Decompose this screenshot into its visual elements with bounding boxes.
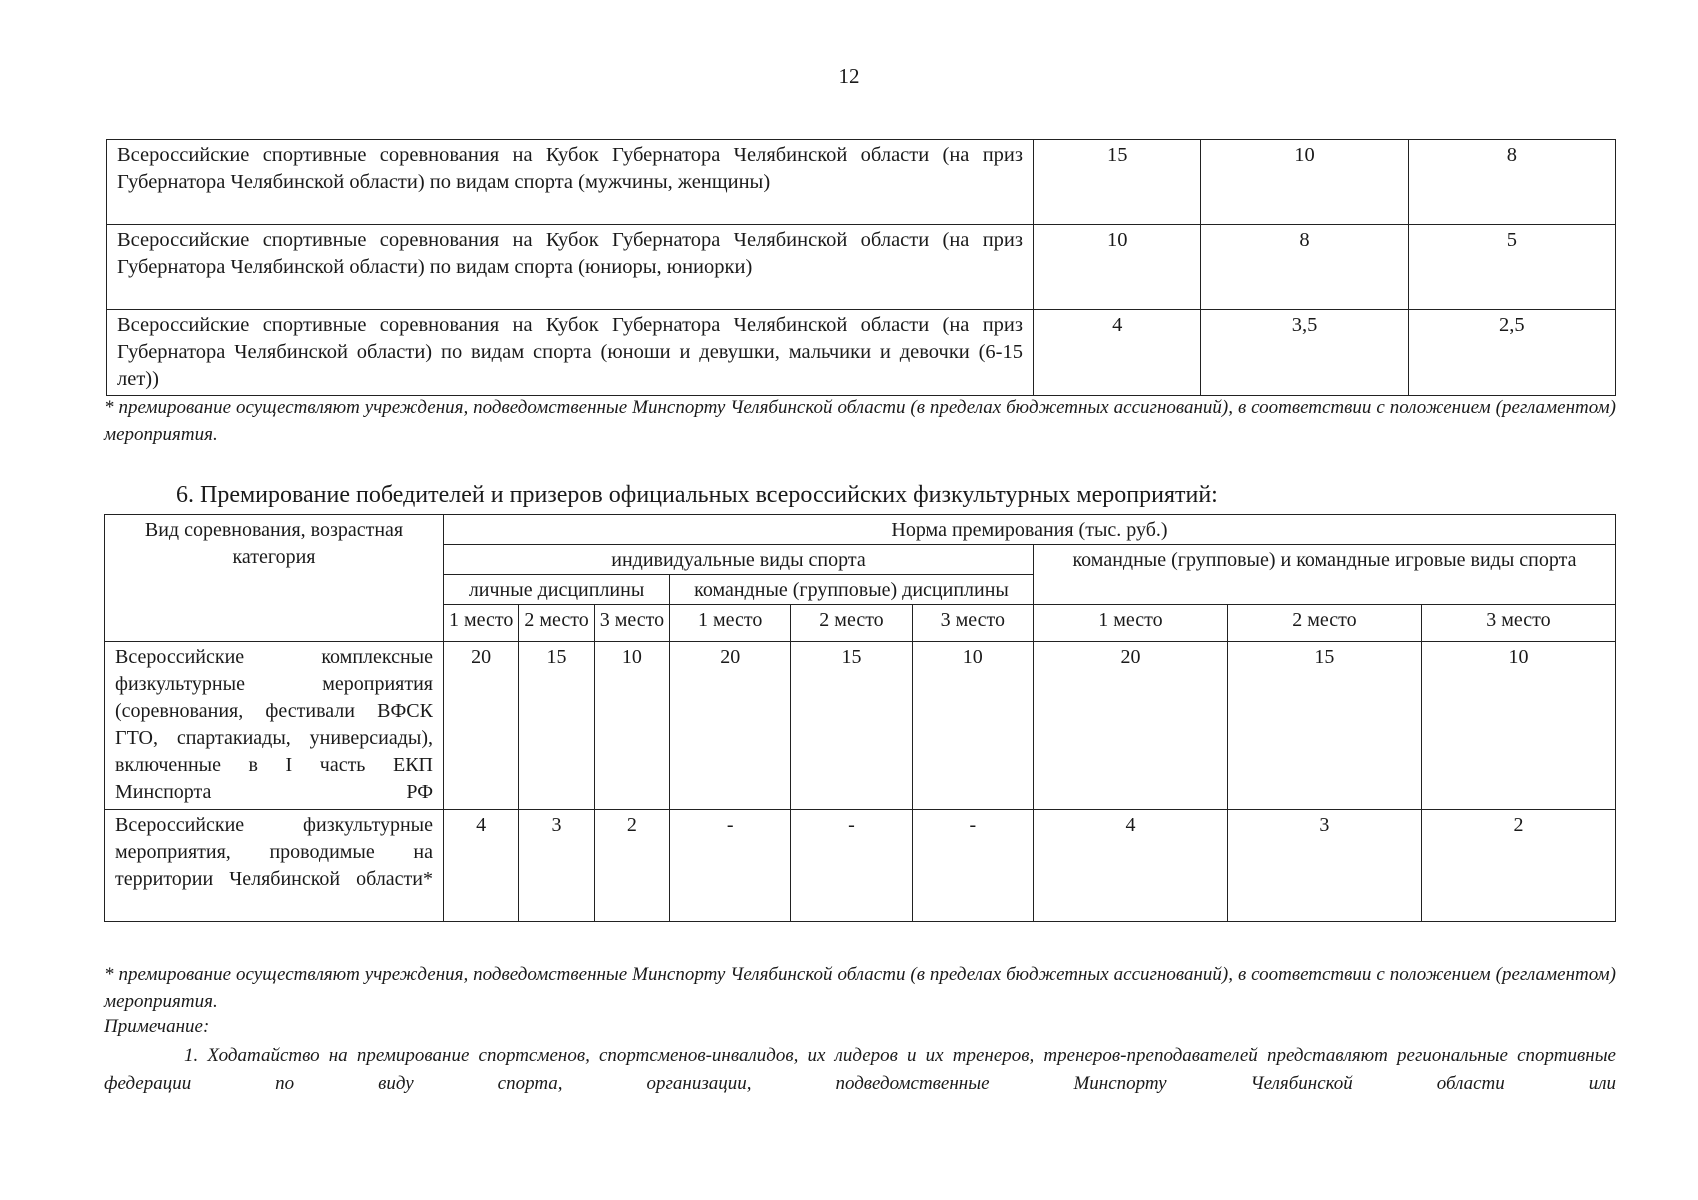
header-row [105,515,1616,545]
place-header: 1 место [670,605,791,642]
top-award-table [106,139,1616,396]
award-value: 15 [519,642,594,810]
award-value: 3 [1227,810,1421,922]
award-value: - [912,810,1033,922]
award-value: - [791,810,912,922]
place-header: 1 место [1033,605,1227,642]
place-header: 3 место [1421,605,1615,642]
personal-disciplines-header: личные дисциплины [444,575,670,605]
award-value: 5 [1408,225,1615,310]
award-value: 8 [1408,140,1615,225]
category-header: Вид соревнования, возрастная категория [105,515,444,642]
award-value: 8 [1201,225,1408,310]
individual-sports-header: индивидуальные виды спорта [444,545,1034,575]
table-row [107,310,1616,396]
award-value: 2 [594,810,669,922]
award-value: 3,5 [1201,310,1408,396]
place-header: 2 место [791,605,912,642]
award-value: 20 [1033,642,1227,810]
award-value: 4 [1034,310,1201,396]
table-row [107,225,1616,310]
footnote: * премирование осуществляют учреждения, подведомственные Минспорту Челябинской области (в пределах бюджетных ассигнований), в соответствии с положением (регламентом) мероприятия. [104,397,1616,445]
table-row [105,642,1616,810]
award-norms-table [104,514,1616,922]
competition-description: Всероссийские комплексные физкультурные мероприятия (соревнования, фестивали ВФСК ГТО, спартакиады, универсиады), включенные в I часть ЕКП Минспорта РФ [105,642,444,810]
award-value: 10 [1421,642,1615,810]
competition-description: Всероссийские спортивные соревнования на Кубок Губернатора Челябинской области (на приз Губернатора Челябинской области) по видам спорта (юноши и девушки, мальчики и девочки (6-15 лет)) [107,310,1034,396]
team-disciplines-header: командные (групповые) дисциплины [670,575,1034,605]
section-heading: 6. Премирование победителей и призеров официальных всероссийских физкультурных мероприятий: [176,482,1218,508]
award-value: 15 [1034,140,1201,225]
award-value: - [670,810,791,922]
page-number: 12 [838,64,860,88]
table-row [105,810,1616,922]
award-value: 2,5 [1408,310,1615,396]
note-text: 1. Ходатайство на премирование спортсменов, спортсменов-инвалидов, их лидеров и их тренеров, тренеров-преподавателей представляют региональные спортивные федерации по виду спорта, организации, подведомственные Минспорту Челябинской области или [104,1045,1616,1094]
award-value: 15 [1227,642,1421,810]
note-label: Примечание: [104,1016,210,1037]
footnote: * премирование осуществляют учреждения, подведомственные Минспорту Челябинской области (в пределах бюджетных ассигнований), в соответствии с положением (регламентом) мероприятия. [104,964,1616,1012]
award-value: 20 [444,642,519,810]
award-value: 20 [670,642,791,810]
competition-description: Всероссийские спортивные соревнования на Кубок Губернатора Челябинской области (на приз Губернатора Челябинской области) по видам спорта (мужчины, женщины) [107,140,1034,225]
award-value: 2 [1421,810,1615,922]
norm-header: Норма премирования (тыс. руб.) [444,515,1616,545]
team-sports-header: командные (групповые) и командные игровые виды спорта [1033,545,1615,605]
competition-description: Всероссийские физкультурные мероприятия, проводимые на территории Челябинской области* [105,810,444,922]
award-value: 4 [1033,810,1227,922]
table-row [107,140,1616,225]
place-header: 2 место [519,605,594,642]
award-value: 10 [1201,140,1408,225]
place-header: 2 место [1227,605,1421,642]
award-value: 15 [791,642,912,810]
place-header: 1 место [444,605,519,642]
award-value: 4 [444,810,519,922]
award-value: 10 [594,642,669,810]
place-header: 3 место [912,605,1033,642]
award-value: 10 [912,642,1033,810]
award-value: 3 [519,810,594,922]
award-value: 10 [1034,225,1201,310]
competition-description: Всероссийские спортивные соревнования на Кубок Губернатора Челябинской области (на приз Губернатора Челябинской области) по видам спорта (юниоры, юниорки) [107,225,1034,310]
place-header: 3 место [594,605,669,642]
